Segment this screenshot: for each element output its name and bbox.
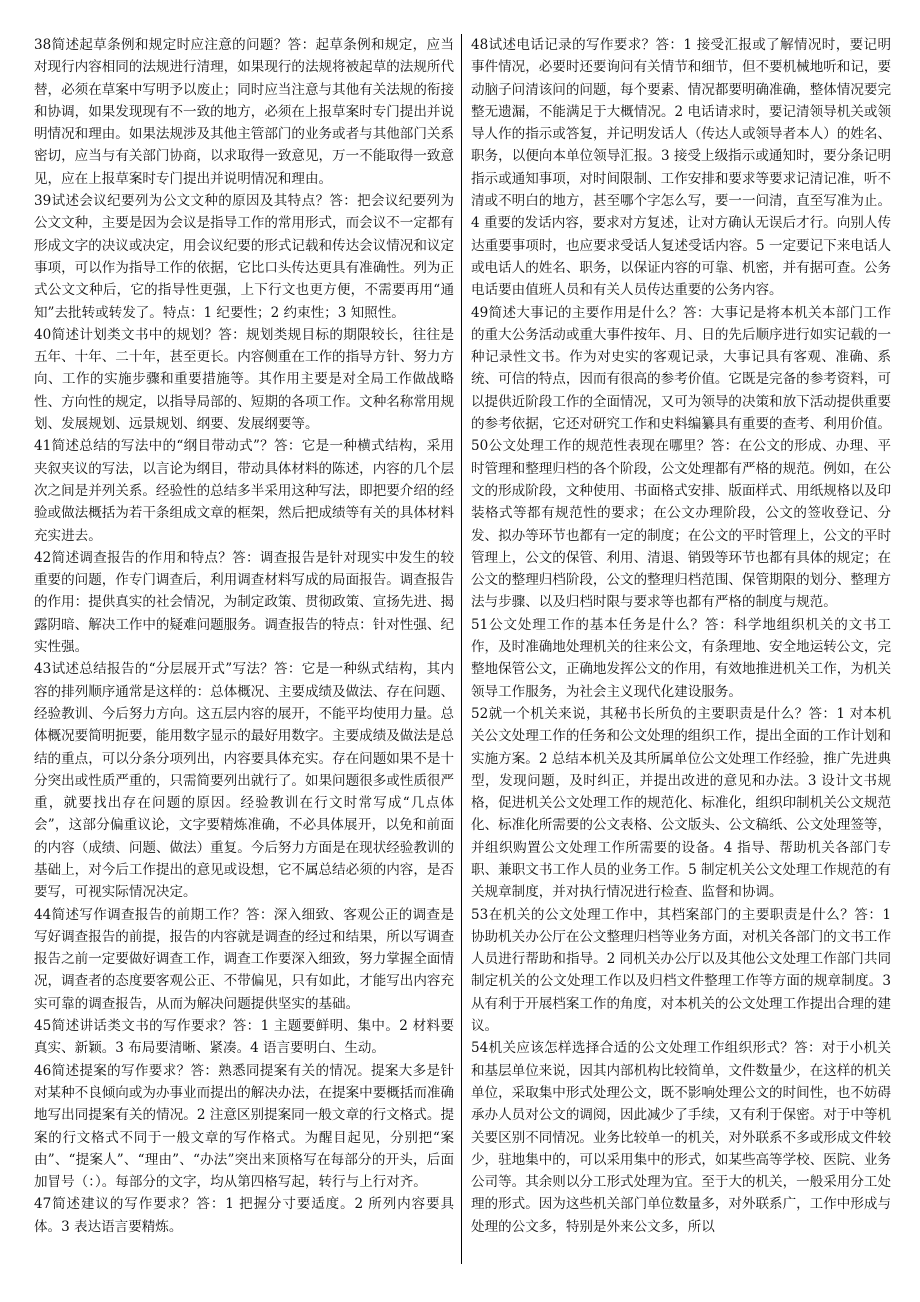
entry-number: 54: [471, 1040, 489, 1057]
entry-text: 简述计划类文书中的规划？答：规划类规目标的期限较长，往往是五年、十年、二十年，甚至更长。内容侧重在工作的指导方针、努力方向、工作的实施步骤和重要措施等。其作用主要是对全局工作做战略性、方向性的规定，以指导局部的、短期的各项工作。文种名称常用规划、发展规划、远景规划、纲要、发展纲要等。: [34, 326, 454, 433]
qa-entry-44: [34, 904, 454, 1015]
entry-number: 44: [34, 906, 52, 923]
qa-entry-41: [34, 435, 454, 546]
entry-number: 39: [34, 193, 52, 210]
entry-text: 试述总结报告的“分层展开式”写法？答：它是一种纵式结构，其内容的排列顺序通常是这样的：总体概况、主要成绩及做法、存在问题、经验教训、今后努力方向。这五层内容的展开，不能平均使用力量。总体概况要简明扼要，能用数字显示的最好用数字。主要成绩及做法是总结的重点，可以分条分项列出，内容要具体充实。存在问题如果不是十分突出或性质严重的，只需简要列出就行了。如果问题很多或性质很严重，就要找出存在问题的原因。经验教训在行文时常写成“几点体会”，这部分偏重议论，文字要精炼准确，不必具体展开，以免和前面的内容（成绩、问题、做法）重复。今后努力方面是在现状经验教训的基础上，对今后工作提出的意见或设想，它不属总结必须的内容，是否要写，可视实际情况决定。: [34, 661, 454, 901]
left-column: [34, 34, 454, 1296]
qa-entry-39: [34, 190, 454, 324]
entry-number: 52: [471, 705, 489, 722]
entry-text: 简述总结的写法中的“纲目带动式”？答：它是一种横式结构，采用夹叙夹议的写法，以言论为纲目，带动具体材料的陈述，内容的几个层次之间是并列关系。经验性的总结多半采用这种写法，即把要介绍的经验或做法概括为若干条组成文章的框架，然后把成绩等有关的具体材料充实进去。: [34, 438, 454, 544]
entry-text: 机关应该怎样选择合适的公文处理工作组织形式？答：对于小机关和基层单位来说，因其内部机构比较简单，文件数量少，在这样的机关单位，采取集中形式处理公文，既不影响处理公文的时间性，也不妨碍承办人员对公文的调阅，因此减少了手续，又有利于保密。对于中等机关要区别不同情况。业务比较单一的机关，对外联系不多或形成文件较少，驻地集中的，可以采用集中的形式，如某些高等学校、医院、业务公司等。其余则以分工形式处理为宜。至于大的机关，一般采用分工处理的形式。因为这些机关部门单位数量多，对外联系广，工作中形成与处理的公文多，特别是外来公文多，所以: [471, 1040, 891, 1235]
entry-number: 51: [471, 616, 489, 633]
entry-text: 公文处理工作的基本任务是什么？答：科学地组织机关的文书工作，及时准确地处理机关的往来公文，有条理地、安全地运转公文，完整地保管公文，正确地发挥公文的作用，有效地推进机关工作，为机关领导工作服务，为社会主义现代化建设服务。: [471, 616, 891, 700]
entry-number: 48: [471, 37, 489, 53]
qa-entry-46: [34, 1060, 454, 1194]
qa-entry-42: [34, 547, 454, 658]
entry-text: 简述写作调查报告的前期工作？答：深入细致、客观公正的调查是写好调查报告的前提，报告的内容就是调查的经过和结果，所以写调查报告之前一定要做好调查工作，调查工作要深入细致，努力掌握全面情况，调查者的态度要客观公正、不带偏见，只有如此，才能写出内容充实可靠的调查报告，从而为解决问题提供坚实的基础。: [34, 906, 454, 1012]
right-column: [471, 34, 891, 1296]
qa-entry-43: [34, 658, 454, 903]
entry-number: 47: [34, 1196, 52, 1213]
qa-entry-49: [471, 302, 891, 436]
entry-text: 简述起草条例和规定时应注意的问题？答：起草条例和规定，应当对现行内容相同的法规进行清理，如果现行的法规将被起草的法规所代替，必须在草案中写明予以废止；同时应当注意与其他有关法规的衔接和协调，如果发现现有不一致的地方，必须在上报草案时专门提出并说明情况和理由。如果法规涉及其他主管部门的业务或者与其他部门关系密切，应当与有关部门协商，以求取得一致意见，万一不能取得一致意见，应在上报草案时专门提出并说明情况和理由。: [34, 37, 454, 187]
qa-entry-50: [471, 435, 891, 613]
entry-text: 公文处理工作的规范性表现在哪里？答：在公文的形成、办理、平时管理和整理归档的各个阶段，公文处理都有严格的规范。例如，在公文的形成阶段，文种使用、书面格式安排、版面样式、用纸规格以及印装格式等都有规范性的要求；在公文办理阶段，公文的签收登记、分发、拟办等环节也都有一定的制度；在公文的平时管理上，公文的平时管理上，公文的保管、利用、清退、销毁等环节也都有具体的规定；在公文的整理归档阶段，公文的整理归档范围、保管期限的划分、整理方法与步骤、以及归档时限与要求等也都有严格的制度与规范。: [471, 438, 891, 611]
entry-number: 38: [34, 37, 52, 53]
entry-number: 46: [34, 1062, 52, 1079]
entry-number: 43: [34, 661, 52, 678]
entry-number: 50: [471, 438, 489, 455]
entry-number: 45: [34, 1018, 52, 1035]
qa-entry-45: [34, 1015, 454, 1060]
entry-text: 简述讲话类文书的写作要求？答：1 主题要鲜明、集中。2 材料要真实、新颖。3 布局要清晰、紧凑。4 语言要明白、生动。: [34, 1018, 454, 1057]
entry-number: 53: [471, 906, 489, 923]
qa-entry-54: [471, 1037, 891, 1238]
qa-entry-48: [471, 34, 891, 302]
entry-text: 就一个机关来说，其秘书长所负的主要职责是什么？答：1 对本机关公文处理工作的任务和公文处理的组织工作，提出全面的工作计划和实施方案。2 总结本机关及其所属单位公文处理工作经验，推广先进典型，发现问题，及时纠正，并提出改进的意见和办法。3 设计文书规格，促进机关公文处理工作的规范化、标准化，组织印制机关公文规范化、标准化所需要的公文表格、公文版头、公文稿纸、公文处理签等，并组织购置公文处理工作所需要的设备。4 指导、帮助机关各部门专职、兼职文书工作人员的业务工作。5 制定机关公文处理工作规范的有关规章制度，并对执行情况进行检查、监督和协调。: [471, 705, 891, 901]
qa-entry-38: [34, 34, 454, 190]
entry-text: 简述大事记的主要作用是什么？答：大事记是将本机关本部门工作的重大公务活动或重大事件按年、月、日的先后顺序进行如实记载的一种记录性文书。作为对史实的客观记录，大事记具有客观、准确、系统、可信的特点，因而有很高的参考价值。它既是完备的参考资料，可以提供近阶段工作的全面情况，又可为领导的决策和放下活动提供重要的参考依据，它还对研究工作和史料编纂具有重要的查考、利用价值。: [471, 304, 891, 433]
qa-entry-51: [471, 614, 891, 703]
entry-number: 41: [34, 438, 52, 455]
entry-text: 试述电话记录的写作要求？答：1 接受汇报或了解情况时，要记明事件情况，必要时还要询问有关情节和细节，但不要机械地听和记，要动脑子问清该问的问题，每个要素、情况都要明确准确，整体情况要完整无遗漏，不能满足于大概情况。2 电话请求时，要记清领导机关或领导人作的指示或答复，并记明发话人（传达人或领导者本人）的姓名、职务，以便向本单位领导汇报。3 接受上级指示或通知时，要分条记明指示或通知事项，对时间限制、工作安排和要求等要求记清记准，听不清或不明白的地方，甚至哪个字怎么写，要一一问清，直至写准为止。4 重要的发话内容，要求对方复述，让对方确认无误后才行。向别人传达重要事项时，也应要求受话人复述受话内容。5 一定要记下来电话人或电话人的姓名、职务，以保证内容的可靠、机密，并有据可查。公务电话要由值班人员和有关人员传达重要的公务内容。: [471, 37, 891, 299]
entry-number: 40: [34, 326, 52, 343]
entry-text: 简述提案的写作要求？答：熟悉同提案有关的情况。提案大多是针对某种不良倾向或为办事业而提出的解决办法，在提案中要概括而准确地写出同提案有关的情况。2 注意区别提案同一般文章的行文格式。提案的行文格式不同于一般文章的写作格式。为醒目起见，分别把“案由”、“提案人”、“理由”、“办法”突出来顶格写在每部分的开头，后面加冒号（：）。每部分的文字，均从第四格写起，转行与上行对齐。: [34, 1062, 454, 1191]
qa-entry-40: [34, 324, 454, 435]
entry-number: 49: [471, 304, 489, 321]
entry-text: 简述调查报告的作用和特点？答：调查报告是针对现实中发生的较重要的问题，作专门调查后，利用调查材料写成的局面报告。调查报告的作用：提供真实的社会情况，为制定政策、贯彻政策、宣扬先进、揭露阴暗、解决工作中的疑难问题服务。调查报告的特点：针对性强、纪实性强。: [34, 549, 454, 656]
entry-number: 42: [34, 549, 52, 566]
qa-entry-47: [34, 1193, 454, 1238]
entry-text: 简述建议的写作要求？答：1 把握分寸要适度。2 所列内容要具体。3 表达语言要精炼。: [34, 1196, 454, 1235]
column-divider: [461, 34, 462, 1264]
entry-text: 在机关的公文处理工作中，其档案部门的主要职责是什么？答：1 协助机关办公厅在公文整理归档等业务方面，对机关各部门的文书工作人员进行帮助和指导。2 同机关办公厅以及其他公文处理工作部门共同制定机关的公文处理工作以及归档文件整理工作等方面的规章制度。3 从有利于开展档案工作的角度，对本机关的公文处理工作提出合理的建议。: [471, 906, 891, 1035]
qa-entry-52: [471, 703, 891, 904]
entry-text: 试述会议纪要列为公文文种的原因及其特点？答：把会议纪要列为公文文种，主要是因为会议是指导工作的常用形式，而会议不一定都有形成文字的决议或决定，用会议纪要的形式记载和传达会议情况和议定事项，可以作为指导工作的依据，它比口头传达更具有准确性。列为正式公文文种后，它的指导性更强，上下行文也更方便，不需要再用“通知”去批转或转发了。特点：1 纪要性；2 约束性；3 知照性。: [34, 193, 454, 321]
qa-entry-53: [471, 904, 891, 1038]
